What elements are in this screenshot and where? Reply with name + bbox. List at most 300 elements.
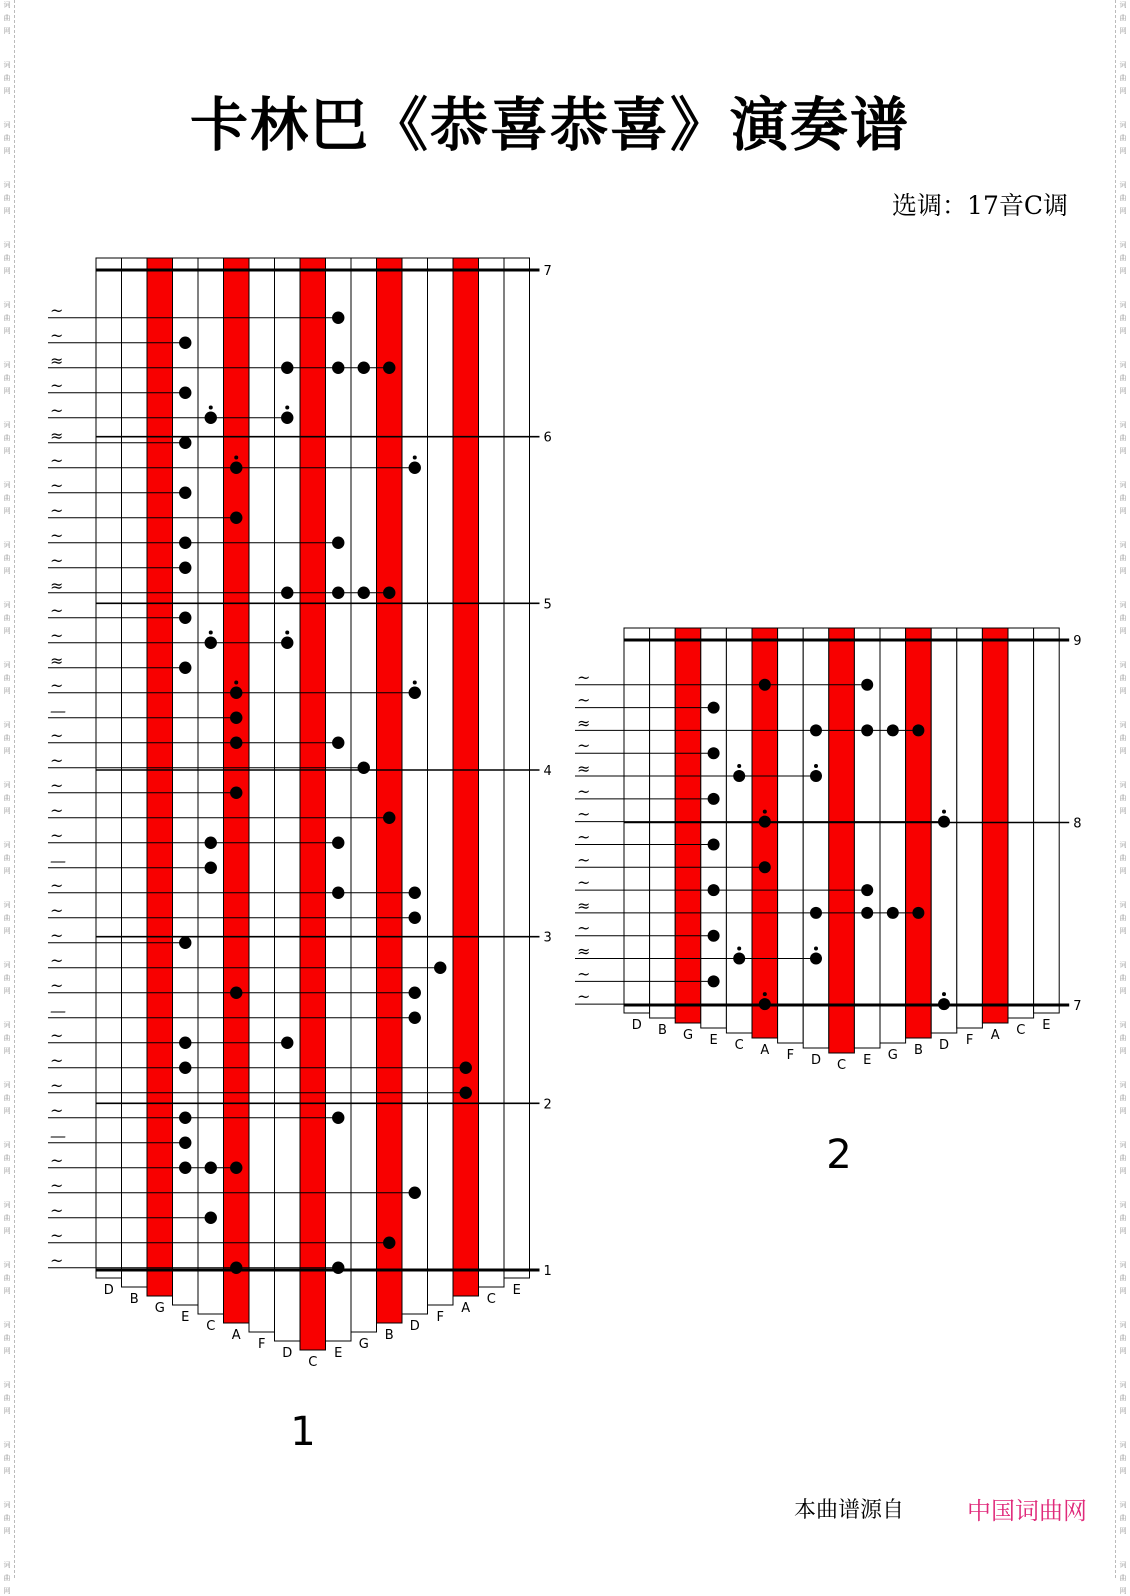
- watermark-char: 网: [3, 627, 11, 635]
- octave-dot: [209, 631, 213, 635]
- tine-label: C: [837, 1058, 847, 1073]
- note: [861, 907, 873, 919]
- watermark-char: 网: [1119, 627, 1127, 635]
- watermark-char: 网: [1119, 687, 1127, 695]
- tine: [300, 258, 326, 1350]
- watermark-char: 词: [3, 1321, 11, 1329]
- tine: [880, 628, 906, 1043]
- tine-label: C: [206, 1319, 216, 1334]
- articulation-mark: ~: [50, 825, 64, 845]
- tine: [147, 258, 173, 1296]
- articulation-mark: ~: [50, 900, 64, 920]
- note: [230, 1162, 242, 1174]
- note: [332, 887, 344, 899]
- note: [434, 962, 446, 974]
- note: [332, 737, 344, 749]
- watermark-char: 曲: [3, 914, 11, 922]
- tine: [726, 628, 752, 1033]
- articulation-mark: ~: [50, 600, 64, 620]
- articulation-mark: —: [50, 850, 66, 870]
- watermark-char: 曲: [1119, 1034, 1127, 1042]
- watermark-char: 词: [1119, 781, 1127, 789]
- articulation-mark: —: [50, 700, 66, 720]
- note: [733, 770, 745, 782]
- tine-label: E: [709, 1033, 718, 1048]
- watermark-char: 词: [3, 1081, 11, 1089]
- articulation-mark: ~: [50, 975, 64, 995]
- watermark-char: 词: [1119, 721, 1127, 729]
- watermark-char: 词: [3, 481, 11, 489]
- note: [281, 412, 293, 424]
- watermark-char: 曲: [3, 614, 11, 622]
- note: [938, 998, 950, 1010]
- articulation-mark: ~: [50, 300, 64, 320]
- note: [409, 887, 421, 899]
- note: [332, 1112, 344, 1124]
- watermark-char: 网: [1119, 327, 1127, 335]
- articulation-mark: ≈: [50, 425, 64, 445]
- watermark-char: 曲: [1119, 494, 1127, 502]
- watermark-char: 词: [3, 901, 11, 909]
- note: [205, 1212, 217, 1224]
- watermark-char: 词: [1119, 121, 1127, 129]
- note: [912, 724, 924, 736]
- note: [358, 362, 370, 374]
- watermark-char: 词: [3, 1, 11, 9]
- note: [179, 612, 191, 624]
- watermark-char: 曲: [1119, 74, 1127, 82]
- articulation-mark: ~: [50, 950, 64, 970]
- watermark-char: 网: [1119, 807, 1127, 815]
- watermark-char: 曲: [1119, 794, 1127, 802]
- watermark-char: 词: [3, 1141, 11, 1149]
- tine-label: B: [129, 1292, 139, 1307]
- watermark-char: 词: [1119, 1561, 1127, 1569]
- section-number: 2: [826, 1132, 852, 1178]
- octave-dot: [814, 947, 818, 951]
- tine-label: B: [913, 1043, 923, 1058]
- watermark-char: 曲: [3, 1454, 11, 1462]
- note: [708, 838, 720, 850]
- source-label: 本曲谱源自: [794, 1498, 905, 1523]
- articulation-mark: ~: [577, 873, 591, 893]
- watermark-char: 网: [1119, 27, 1127, 35]
- watermark-char: 曲: [3, 1574, 11, 1582]
- note: [938, 816, 950, 828]
- tine: [803, 628, 829, 1048]
- watermark-char: 网: [3, 927, 11, 935]
- articulation-mark: ~: [50, 1100, 64, 1120]
- octave-dot: [234, 456, 238, 460]
- note: [861, 724, 873, 736]
- octave-dot: [942, 810, 946, 814]
- watermark-char: 曲: [1119, 374, 1127, 382]
- watermark-char: 词: [3, 1261, 11, 1269]
- articulation-mark: ~: [50, 1175, 64, 1195]
- articulation-mark: ~: [577, 736, 591, 756]
- watermark-char: 曲: [1119, 1454, 1127, 1462]
- articulation-mark: ≈: [577, 759, 591, 779]
- note: [179, 1062, 191, 1074]
- tine: [778, 628, 804, 1043]
- note: [861, 884, 873, 896]
- note: [810, 907, 822, 919]
- watermark-char: 网: [1119, 447, 1127, 455]
- note: [332, 837, 344, 849]
- note: [230, 987, 242, 999]
- watermark-char: 曲: [3, 854, 11, 862]
- watermark-char: 曲: [1119, 1214, 1127, 1222]
- watermark-char: 曲: [1119, 134, 1127, 142]
- note: [230, 1262, 242, 1274]
- note: [383, 1237, 395, 1249]
- note: [460, 1087, 472, 1099]
- note: [332, 312, 344, 324]
- note: [708, 975, 720, 987]
- watermark-char: 词: [1119, 1381, 1127, 1389]
- articulation-mark: ≈: [50, 650, 64, 670]
- watermark-char: 曲: [1119, 554, 1127, 562]
- note: [759, 861, 771, 873]
- watermark-char: 曲: [1119, 14, 1127, 22]
- watermark-char: 网: [3, 267, 11, 275]
- watermark-char: 词: [3, 121, 11, 129]
- watermark-char: 曲: [3, 74, 11, 82]
- octave-dot: [413, 681, 417, 685]
- tine: [122, 258, 148, 1287]
- note: [409, 1187, 421, 1199]
- watermark-char: 词: [1119, 1, 1127, 9]
- watermark-char: 词: [1119, 1201, 1127, 1209]
- tine: [377, 258, 403, 1323]
- tine-label: C: [734, 1038, 744, 1053]
- tine-label: E: [334, 1346, 343, 1361]
- tine-label: C: [486, 1292, 496, 1307]
- note: [179, 1137, 191, 1149]
- tine-label: D: [810, 1053, 822, 1068]
- watermark-char: 曲: [1119, 1094, 1127, 1102]
- watermark-char: 曲: [3, 374, 11, 382]
- note: [708, 884, 720, 896]
- watermark-char: 词: [1119, 961, 1127, 969]
- tine-label: E: [181, 1310, 190, 1325]
- tine-label: A: [760, 1043, 770, 1058]
- section-number: 1: [290, 1409, 316, 1455]
- note: [179, 487, 191, 499]
- note: [205, 837, 217, 849]
- tine-label: F: [965, 1033, 974, 1048]
- note: [810, 770, 822, 782]
- watermark-char: 词: [3, 181, 11, 189]
- articulation-mark: ~: [577, 781, 591, 801]
- note: [332, 362, 344, 374]
- tine-label: F: [436, 1310, 444, 1325]
- octave-dot: [413, 456, 417, 460]
- watermark-char: 网: [1119, 147, 1127, 155]
- articulation-mark: —: [50, 1125, 66, 1145]
- watermark-char: 曲: [3, 674, 11, 682]
- note: [383, 587, 395, 599]
- articulation-mark: ~: [577, 964, 591, 984]
- watermark-char: 曲: [3, 1154, 11, 1162]
- watermark-char: 词: [1119, 1081, 1127, 1089]
- note: [281, 1037, 293, 1049]
- note: [332, 537, 344, 549]
- octave-dot: [814, 764, 818, 768]
- measure-number: 2: [543, 1097, 552, 1113]
- key-label: 选调：17音C调: [892, 191, 1068, 220]
- tine-label: F: [258, 1337, 266, 1352]
- watermark-char: 词: [1119, 421, 1127, 429]
- tine-label: A: [461, 1301, 471, 1316]
- watermark-char: 曲: [3, 434, 11, 442]
- note: [708, 793, 720, 805]
- note: [861, 679, 873, 691]
- articulation-mark: ≈: [50, 350, 64, 370]
- articulation-mark: ≈: [577, 895, 591, 915]
- articulation-mark: ≈: [577, 941, 591, 961]
- tine: [982, 628, 1008, 1023]
- watermark-char: 曲: [3, 14, 11, 22]
- measure-number: 7: [543, 264, 552, 279]
- watermark-char: 词: [1119, 361, 1127, 369]
- tine: [326, 258, 352, 1341]
- watermark-char: 网: [1119, 1467, 1127, 1475]
- note: [179, 662, 191, 674]
- octave-dot: [763, 810, 767, 814]
- articulation-mark: ~: [50, 1075, 64, 1095]
- source-site: 中国词曲网: [967, 1497, 1087, 1525]
- tine-label: D: [103, 1283, 114, 1298]
- tine-label: C: [308, 1355, 318, 1370]
- watermark-char: 网: [1119, 747, 1127, 755]
- watermark-char: 网: [1119, 1167, 1127, 1175]
- note: [230, 737, 242, 749]
- note: [281, 587, 293, 599]
- note: [332, 587, 344, 599]
- note: [383, 362, 395, 374]
- watermark-char: 曲: [3, 734, 11, 742]
- measure-number: 8: [1073, 816, 1082, 832]
- watermark-char: 词: [3, 721, 11, 729]
- note: [179, 437, 191, 449]
- note: [409, 462, 421, 474]
- watermark-char: 词: [1119, 61, 1127, 69]
- watermark-char: 网: [3, 687, 11, 695]
- articulation-mark: ~: [50, 625, 64, 645]
- watermark-char: 词: [1119, 661, 1127, 669]
- tine-label: A: [231, 1328, 241, 1343]
- note: [810, 724, 822, 736]
- watermark-char: 曲: [3, 1334, 11, 1342]
- tine: [957, 628, 983, 1028]
- articulation-mark: ~: [577, 827, 591, 847]
- tine-label: E: [1042, 1018, 1051, 1033]
- tine: [479, 258, 505, 1287]
- note: [409, 987, 421, 999]
- watermark-char: 曲: [1119, 194, 1127, 202]
- watermark-char: 词: [1119, 181, 1127, 189]
- octave-dot: [737, 947, 741, 951]
- watermark-char: 词: [3, 241, 11, 249]
- watermark-char: 词: [1119, 1321, 1127, 1329]
- tine-label: E: [863, 1053, 872, 1068]
- note: [179, 387, 191, 399]
- articulation-mark: ~: [577, 850, 591, 870]
- watermark-char: 词: [1119, 241, 1127, 249]
- watermark-char: 网: [1119, 927, 1127, 935]
- note: [230, 687, 242, 699]
- watermark-char: 曲: [1119, 974, 1127, 982]
- articulation-mark: ~: [577, 667, 591, 687]
- note: [708, 702, 720, 714]
- watermark-char: 曲: [3, 314, 11, 322]
- tine: [453, 258, 479, 1296]
- watermark-char: 词: [3, 361, 11, 369]
- watermark-char: 网: [3, 1167, 11, 1175]
- tine-label: B: [657, 1023, 667, 1038]
- watermark-char: 网: [1119, 1587, 1127, 1595]
- watermark-char: 词: [1119, 841, 1127, 849]
- articulation-mark: ~: [50, 875, 64, 895]
- measure-number: 4: [543, 764, 552, 779]
- watermark-char: 词: [3, 541, 11, 549]
- tine-label: G: [154, 1301, 165, 1316]
- watermark-char: 曲: [1119, 1514, 1127, 1522]
- watermark-char: 网: [3, 447, 11, 455]
- watermark-char: 曲: [1119, 254, 1127, 262]
- watermark-char: 曲: [3, 254, 11, 262]
- articulation-mark: ~: [50, 1200, 64, 1220]
- note: [409, 1012, 421, 1024]
- note: [460, 1062, 472, 1074]
- watermark-char: 曲: [1119, 674, 1127, 682]
- tine: [829, 628, 855, 1053]
- note: [205, 637, 217, 649]
- tine-label: E: [512, 1283, 521, 1298]
- tine: [504, 258, 530, 1278]
- watermark-char: 网: [1119, 207, 1127, 215]
- watermark-char: 词: [3, 841, 11, 849]
- tine-label: D: [409, 1319, 420, 1334]
- note: [179, 937, 191, 949]
- watermark-char: 曲: [3, 1514, 11, 1522]
- watermark-char: 曲: [3, 494, 11, 502]
- articulation-mark: ~: [50, 800, 64, 820]
- note: [759, 679, 771, 691]
- note: [230, 462, 242, 474]
- tine-label: G: [358, 1337, 369, 1352]
- note: [358, 762, 370, 774]
- note: [332, 1262, 344, 1274]
- note: [708, 930, 720, 942]
- watermark-char: 网: [1119, 1107, 1127, 1115]
- articulation-mark: ~: [577, 918, 591, 938]
- watermark-char: 网: [3, 387, 11, 395]
- articulation-mark: ≈: [577, 713, 591, 733]
- watermark-char: 曲: [1119, 614, 1127, 622]
- articulation-mark: ~: [50, 550, 64, 570]
- tine: [351, 258, 377, 1332]
- watermark-char: 曲: [1119, 1334, 1127, 1342]
- tine: [402, 258, 428, 1314]
- measure-number: 9: [1073, 634, 1082, 649]
- measure-number: 1: [543, 1264, 552, 1279]
- watermark-char: 词: [3, 601, 11, 609]
- watermark-char: 网: [1119, 1527, 1127, 1535]
- watermark-char: 曲: [1119, 734, 1127, 742]
- note: [358, 587, 370, 599]
- watermark-char: 词: [3, 1561, 11, 1569]
- watermark-char: 词: [3, 1381, 11, 1389]
- watermark-char: 网: [3, 27, 11, 35]
- tine-label: G: [887, 1048, 898, 1063]
- note: [230, 512, 242, 524]
- watermark-char: 词: [1119, 301, 1127, 309]
- octave-dot: [737, 764, 741, 768]
- tablature-section-2: [575, 628, 1081, 1178]
- watermark-char: 网: [3, 1587, 11, 1595]
- watermark-char: 网: [3, 1047, 11, 1055]
- watermark-char: 网: [3, 327, 11, 335]
- articulation-mark: ~: [577, 690, 591, 710]
- articulation-mark: ~: [577, 987, 591, 1007]
- watermark-char: 词: [1119, 1141, 1127, 1149]
- watermark-char: 网: [1119, 387, 1127, 395]
- watermark-char: 网: [1119, 867, 1127, 875]
- articulation-mark: ~: [50, 925, 64, 945]
- watermark-char: 词: [3, 1201, 11, 1209]
- note: [887, 724, 899, 736]
- octave-dot: [209, 406, 213, 410]
- watermark-char: 词: [3, 961, 11, 969]
- watermark-char: 网: [3, 747, 11, 755]
- watermark-char: 曲: [1119, 314, 1127, 322]
- articulation-mark: ~: [50, 775, 64, 795]
- tine: [675, 628, 701, 1023]
- watermark-char: 网: [3, 507, 11, 515]
- note: [205, 862, 217, 874]
- note: [230, 787, 242, 799]
- watermark-char: 曲: [1119, 1394, 1127, 1402]
- watermark-char: 曲: [1119, 854, 1127, 862]
- note: [281, 362, 293, 374]
- note: [179, 562, 191, 574]
- watermark-char: 词: [3, 1021, 11, 1029]
- articulation-mark: ≈: [50, 575, 64, 595]
- articulation-mark: ~: [50, 725, 64, 745]
- watermark-char: 曲: [3, 794, 11, 802]
- measure-number: 6: [543, 430, 552, 446]
- note: [179, 1112, 191, 1124]
- watermark-char: 曲: [3, 1394, 11, 1402]
- watermark-char: 曲: [3, 1274, 11, 1282]
- watermark-char: 曲: [3, 1214, 11, 1222]
- articulation-mark: ~: [50, 400, 64, 420]
- watermark-char: 网: [1119, 1407, 1127, 1415]
- watermark-char: 词: [3, 1501, 11, 1509]
- watermark-char: 词: [3, 61, 11, 69]
- watermark-char: 网: [1119, 507, 1127, 515]
- note: [409, 912, 421, 924]
- measure-number: 7: [1073, 999, 1082, 1014]
- articulation-mark: ~: [50, 750, 64, 770]
- note: [383, 812, 395, 824]
- tine: [1034, 628, 1060, 1013]
- watermark-char: 网: [1119, 567, 1127, 575]
- watermark-char: 网: [3, 567, 11, 575]
- watermark-char: 词: [1119, 1021, 1127, 1029]
